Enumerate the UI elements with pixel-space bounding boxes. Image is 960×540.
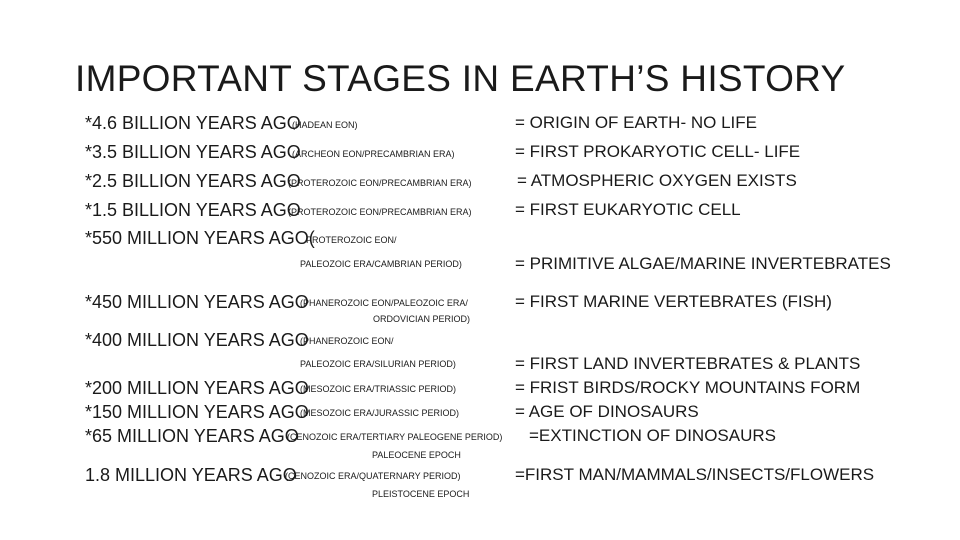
event-label: = FIRST MARINE VERTEBRATES (FISH) [515,292,832,311]
event-label: = FIRST PROKARYOTIC CELL- LIFE [515,142,801,161]
era-label: (PROTEROZOIC EON/PRECAMBRIAN ERA) [288,178,472,188]
time-label: *200 MILLION YEARS AGO [85,378,309,398]
event-label: = ORIGIN OF EARTH- NO LIFE [515,113,757,132]
event-label: = AGE OF DINOSAURS [515,402,699,421]
era-label: (MESOZOIC ERA/JURASSIC PERIOD) [300,408,460,418]
era-label: (PROTEROZOIC EON/PRECAMBRIAN ERA) [288,207,472,217]
event-label: =EXTINCTION OF DINOSAURS [529,426,776,445]
era-label-continued: ORDOVICIAN PERIOD) [373,314,471,324]
era-label-continued: PALEOZOIC ERA/SILURIAN PERIOD) [300,359,456,369]
time-label: *450 MILLION YEARS AGO [85,292,309,312]
era-label-continued: PLEISTOCENE EPOCH [372,489,470,499]
event-label: =FIRST MAN/MAMMALS/INSECTS/FLOWERS [515,465,875,484]
era-label: PROTEROZOIC EON/ [306,235,397,245]
time-label: *4.6 BILLION YEARS AGO [85,113,301,133]
time-label: *2.5 BILLION YEARS AGO [85,171,301,191]
event-label: = PRIMITIVE ALGAE/MARINE INVERTEBRATES [515,254,891,273]
event-label: = FRIST BIRDS/ROCKY MOUNTAINS FORM [515,378,861,397]
era-label-continued: PALEOCENE EPOCH [372,450,461,460]
event-label: = FIRST LAND INVERTEBRATES & PLANTS [515,354,861,373]
time-label: *150 MILLION YEARS AGO [85,402,309,422]
time-label: *3.5 BILLION YEARS AGO [85,142,301,162]
time-label: *65 MILLION YEARS AGO [85,426,299,446]
event-label: = ATMOSPHERIC OXYGEN EXISTS [517,171,797,190]
era-label: (CENOZOIC ERA/QUATERNARY PERIOD) [285,471,461,481]
era-label: (CENOZOIC ERA/TERTIARY PALEOGENE PERIOD) [287,432,503,442]
era-label: (ARCHEON EON/PRECAMBRIAN ERA) [292,149,455,159]
era-label: (PHANEROZOIC EON/ [300,336,394,346]
era-label: (MESOZOIC ERA/TRIASSIC PERIOD) [300,384,457,394]
time-label: *550 MILLION YEARS AGO( [85,228,315,248]
time-label: 1.8 MILLION YEARS AGO [85,465,297,485]
time-label: *400 MILLION YEARS AGO [85,330,309,350]
page-title: IMPORTANT STAGES IN EARTH’S HISTORY [75,58,846,99]
era-label-continued: PALEOZOIC ERA/CAMBRIAN PERIOD) [300,259,462,269]
time-label: *1.5 BILLION YEARS AGO [85,200,301,220]
event-label: = FIRST EUKARYOTIC CELL [515,200,741,219]
era-label: (HADEAN EON) [292,120,358,130]
era-label: (PHANEROZOIC EON/PALEOZOIC ERA/ [300,298,468,308]
